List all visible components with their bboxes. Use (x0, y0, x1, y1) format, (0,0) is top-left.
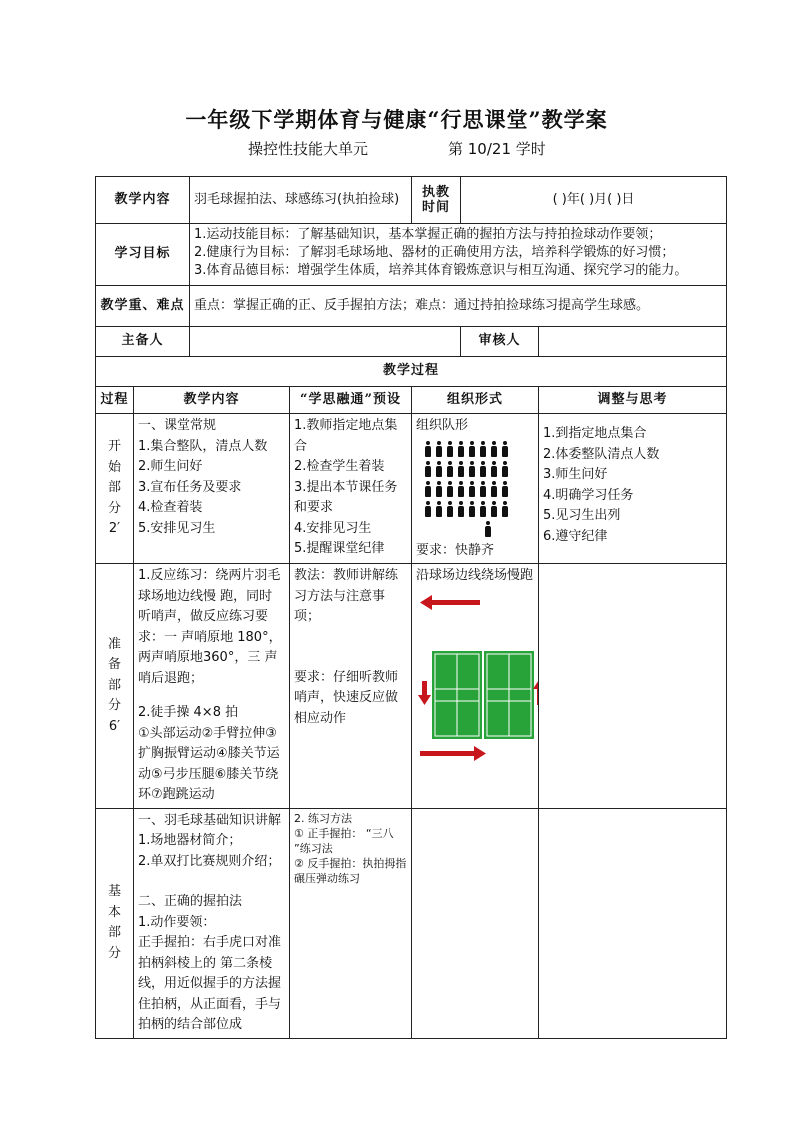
stage-basic: 基 本 部 分 (96, 808, 134, 1038)
goal-item: 3.体育品德目标：增强学生体质，培养其体育锻炼意识与相互沟通、探究学习的能力。 (194, 263, 688, 278)
student-icon (424, 461, 432, 477)
student-icon (468, 461, 476, 477)
arrow-right-icon (420, 746, 486, 761)
arrow-left-icon (420, 595, 480, 610)
student-icon (490, 441, 498, 457)
lesson-plan-table (95, 176, 727, 1039)
student-icon (424, 441, 432, 457)
student-icon (424, 481, 432, 497)
start-content: 一、课堂常规 1.集合整队，清点人数 2.师生问好 3.宣布任务及要求 4.检查着装 5.安排见习生 (134, 414, 290, 564)
student-icon (490, 501, 498, 517)
basic-adjust (539, 808, 727, 1038)
student-icon (468, 501, 476, 517)
reviewer-value (539, 327, 727, 357)
student-icon (501, 501, 509, 517)
student-icon (435, 501, 443, 517)
student-icon (457, 461, 465, 477)
prep-adjust (539, 564, 727, 809)
col-header-adjust: 调整与思考 (539, 387, 727, 414)
content-value: 羽毛球握拍法、球感练习(执拍捡球) (190, 177, 412, 224)
goals-label: 学习目标 (96, 224, 190, 286)
student-icon (490, 461, 498, 477)
court-diagram (416, 589, 539, 769)
arrow-down-icon (418, 681, 431, 705)
preparer-label: 主备人 (96, 327, 190, 357)
col-header-organization: 组织形式 (412, 387, 539, 414)
student-icon (446, 501, 454, 517)
start-preset: 1.教师指定地点集合 2.检查学生着装 3.提出本节课任务和要求 4.安排见习生 5.提醒课堂纪律 (290, 414, 412, 564)
student-icon (501, 441, 509, 457)
student-icon (446, 441, 454, 457)
student-icon (435, 461, 443, 477)
student-icon (435, 481, 443, 497)
prep-preset: 教法：教师讲解练习方法与注意事项； 要求：仔细听教师哨声，快速反应做相应动作 (290, 564, 412, 809)
formation-requirement: 要求：快静齐 (416, 542, 495, 558)
student-icon (479, 441, 487, 457)
start-organization (412, 414, 539, 564)
student-icon (446, 481, 454, 497)
basic-organization (412, 808, 539, 1038)
goal-item: 2.健康行为目标：了解羽毛球场地、器材的正确使用方法，培养科学锻炼的好习惯； (194, 245, 675, 260)
student-icon (435, 441, 443, 457)
stage-preparation: 准 备 部 分 6′ (96, 564, 134, 809)
prep-content: 1.反应练习：绕两片羽毛球场地边线慢 跑，同时听哨声，做反应练习要求：一 声哨原地 180°，两声哨原地360°，三 声哨后退跑； 2.徒手操 4×8 拍 ①头部运动②手臂拉伸③扩胸振臂运动④膝关节运动⑤弓步压腿⑥膝关节绕环⑦跑跳运动 (134, 564, 290, 809)
formation-title: 组织队形 (416, 418, 469, 433)
process-title: 教学过程 (96, 357, 727, 387)
student-icon (446, 461, 454, 477)
time-label: 执教 时间 (412, 177, 461, 224)
student-icon (479, 501, 487, 517)
start-adjust: 1.到指定地点集合 2.体委整队清点人数 3.师生问好 4.明确学习任务 5.见习生出列 6.遵守纪律 (539, 414, 727, 564)
student-icon (479, 461, 487, 477)
student-icon (490, 481, 498, 497)
basic-content: 一、羽毛球基础知识讲解 1.场地器材简介； 2.单双打比赛规则介绍； 二、正确的握拍法 1.动作要领： 正手握拍：右手虎口对准拍柄斜棱上的 第二条棱线，用近似握手的方法握住拍柄，从正面看，手与拍柄的结合部位成 (134, 808, 290, 1038)
student-icon (424, 501, 432, 517)
student-icon (501, 461, 509, 477)
key-points-label: 教学重、难点 (96, 286, 190, 327)
key-points-value: 重点：掌握正确的正、反手握拍方法；难点：通过持拍捡球练习提高学生球感。 (190, 286, 727, 327)
page-title: 一年级下学期体育与健康“行思课堂”教学案 (185, 107, 608, 132)
prep-organization (412, 564, 539, 809)
student-icon (457, 501, 465, 517)
content-label: 教学内容 (96, 177, 190, 224)
student-icon (479, 481, 487, 497)
basic-preset: 2. 练习方法 ① 正手握拍： “三八 ”练习法 ② 反手握拍：执拍拇指碾压弹动练习 (290, 808, 412, 1038)
student-icon (468, 481, 476, 497)
col-header-preset: “学思融通”预设 (290, 387, 412, 414)
col-header-stage: 过程 (96, 387, 134, 414)
student-icon (457, 481, 465, 497)
stage-start: 开 始 部 分 2′ (96, 414, 134, 564)
goals-list (190, 224, 727, 286)
preparer-value (190, 327, 461, 357)
goal-item: 1.运动技能目标：了解基础知识，基本掌握正确的握拍方法与持拍捡球动作要领； (194, 227, 662, 242)
reviewer-label: 审核人 (461, 327, 539, 357)
col-header-content: 教学内容 (134, 387, 290, 414)
student-icon (457, 441, 465, 457)
formation-diagram (424, 441, 534, 537)
date-field: ( )年( )月( )日 (461, 177, 727, 224)
student-icon (501, 481, 509, 497)
unit-name: 操控性技能大单元 (248, 140, 369, 158)
lesson-number: 第 10/21 学时 (448, 140, 546, 158)
teacher-icon (484, 521, 492, 537)
badminton-court-icon (432, 651, 534, 739)
jog-instruction: 沿球场边线绕场慢跑 (416, 568, 534, 583)
student-icon (468, 441, 476, 457)
